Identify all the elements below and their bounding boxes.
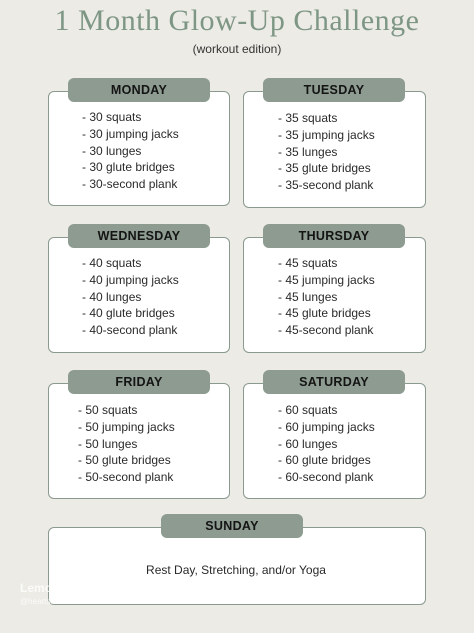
day-label-friday: FRIDAY [68, 370, 210, 394]
list-item: - 45 glute bridges [278, 306, 371, 321]
exercise-list-tuesday [278, 110, 375, 194]
list-item: - 40-second plank [82, 323, 178, 338]
exercise-list-monday [82, 109, 179, 193]
day-label-thursday: THURSDAY [263, 224, 405, 248]
list-item: - 60 lunges [278, 436, 338, 451]
exercise-list-saturday [278, 402, 375, 486]
list-item: - 50 jumping jacks [78, 419, 175, 434]
rest-day-text: Rest Day, Stretching, and/or Yoga [146, 563, 326, 577]
list-item: - 50-second plank [78, 470, 174, 485]
list-item: - 60-second plank [278, 470, 374, 485]
day-label-sunday: SUNDAY [161, 514, 303, 538]
list-item: - 60 jumping jacks [278, 419, 375, 434]
page-subtitle: (workout edition) [192, 42, 282, 56]
watermark-brand: Lemon8 [20, 581, 67, 595]
list-item: - 35-second plank [278, 178, 374, 193]
list-item: - 60 glute bridges [278, 453, 371, 468]
exercise-list-wednesday [82, 255, 179, 339]
list-item: - 45 squats [278, 256, 338, 270]
watermark-handle: @heartsinked... [20, 597, 77, 606]
day-label-wednesday: WEDNESDAY [68, 224, 210, 248]
watermark [20, 582, 76, 608]
list-item: - 35 jumping jacks [278, 127, 375, 142]
day-label-monday: MONDAY [68, 78, 210, 102]
list-item: - 30 squats [82, 110, 142, 124]
list-item: - 40 squats [82, 256, 142, 270]
list-item: - 45-second plank [278, 323, 374, 338]
list-item: - 30-second plank [82, 177, 178, 192]
list-item: - 45 jumping jacks [278, 272, 375, 287]
list-item: - 40 lunges [82, 289, 142, 304]
list-item: - 30 glute bridges [82, 160, 175, 175]
list-item: - 40 glute bridges [82, 306, 175, 321]
list-item: - 50 glute bridges [78, 453, 171, 468]
list-item: - 35 glute bridges [278, 161, 371, 176]
list-item: - 50 lunges [78, 436, 138, 451]
exercise-list-friday [78, 402, 175, 486]
day-label-tuesday: TUESDAY [263, 78, 405, 102]
list-item: - 50 squats [78, 403, 138, 417]
page-title: 1 Month Glow-Up Challenge [54, 4, 420, 37]
exercise-list-thursday [278, 255, 375, 339]
day-label-saturday: SATURDAY [263, 370, 405, 394]
list-item: - 30 jumping jacks [82, 126, 179, 141]
list-item: - 45 lunges [278, 289, 338, 304]
list-item: - 30 lunges [82, 143, 142, 158]
list-item: - 35 squats [278, 111, 338, 125]
list-item: - 35 lunges [278, 144, 338, 159]
list-item: - 60 squats [278, 403, 338, 417]
list-item: - 40 jumping jacks [82, 272, 179, 287]
